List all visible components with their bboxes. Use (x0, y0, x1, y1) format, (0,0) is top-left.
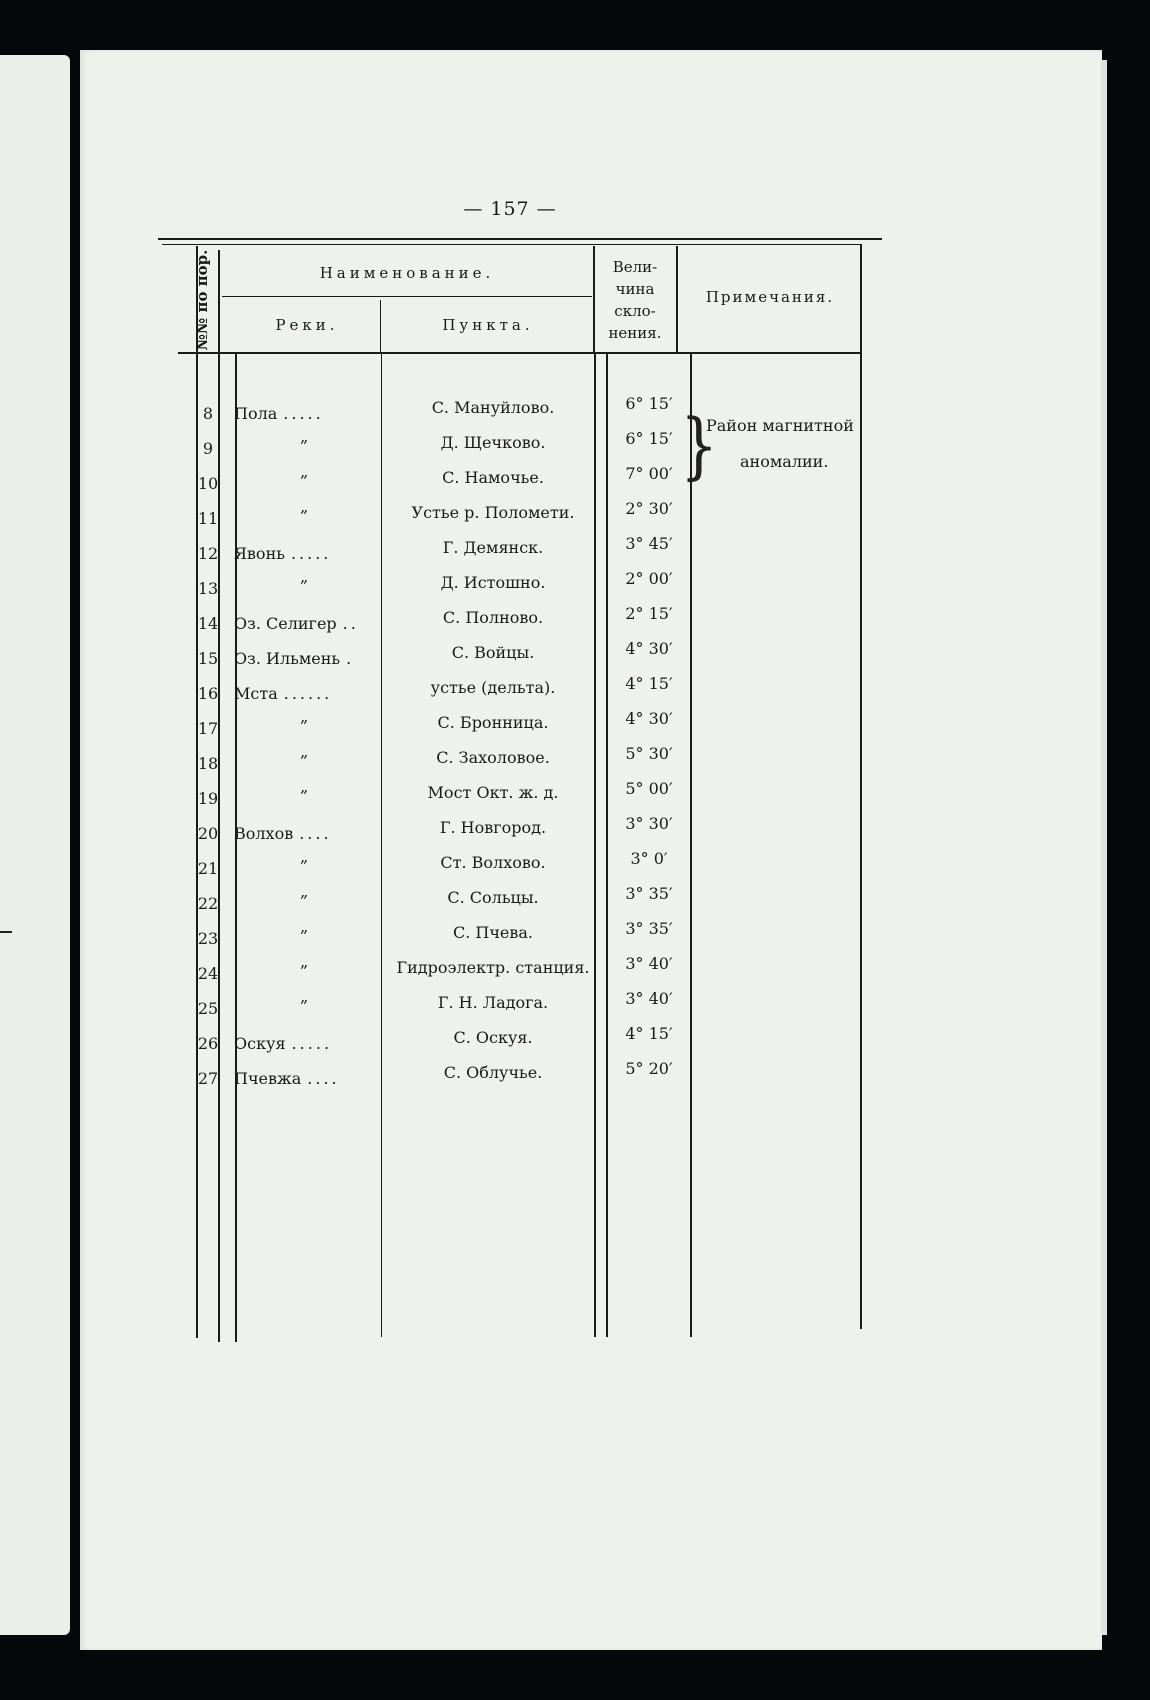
river-cell (234, 684, 384, 703)
row-number: 21 (197, 859, 219, 878)
row-number: 13 (197, 579, 219, 598)
declination-value: 4° 15′ (625, 1024, 673, 1043)
point-name: С. Войцы. (451, 643, 535, 662)
ditto-mark: „ (300, 952, 309, 971)
declination-value: 2° 00′ (625, 569, 673, 588)
declination-value: 3° 40′ (625, 954, 673, 973)
declination-value: 5° 30′ (625, 744, 673, 763)
row-number: 12 (197, 544, 219, 563)
vline-decl-left-body (594, 352, 596, 1337)
vline-river-header (380, 300, 381, 352)
header-point: Пункта. (442, 316, 534, 334)
ditto-mark: „ (300, 742, 309, 761)
table-top-rule (158, 238, 882, 240)
point-name: С. Намочье. (442, 468, 544, 487)
header-declination-line: чина скло- (614, 280, 656, 320)
row-number: 20 (197, 824, 219, 843)
header-declination (594, 256, 676, 344)
leader-dots: ..... (291, 1034, 333, 1053)
row-number: 24 (197, 964, 219, 983)
vline-river (235, 352, 237, 1342)
river-name: Пчевжа (234, 1069, 302, 1088)
row-number: 14 (197, 614, 219, 633)
river-name: Мста (234, 684, 278, 703)
declination-value: 2° 15′ (625, 604, 673, 623)
river-name: Оскуя (234, 1034, 286, 1053)
table-top-rule-thin (162, 244, 862, 245)
row-number: 9 (202, 439, 214, 458)
river-name: Оз. Ильмень (234, 649, 341, 668)
point-name: С. Сольцы. (447, 888, 539, 907)
declination-value: 5° 20′ (625, 1059, 673, 1078)
left-facing-page (0, 55, 70, 1635)
header-number: №№ по пор. (193, 249, 211, 351)
leader-dots: ..... (290, 544, 332, 563)
point-name: Д. Истошно. (440, 573, 546, 592)
point-name: С. Полново. (442, 608, 544, 627)
river-cell (234, 1069, 384, 1088)
book-page (80, 50, 1102, 1650)
declination-value: 3° 0′ (630, 849, 668, 868)
row-number: 15 (197, 649, 219, 668)
point-name: Мост Окт. ж. д. (427, 783, 559, 802)
ditto-mark: „ (300, 427, 309, 446)
point-name: С. Оскуя. (453, 1028, 533, 1047)
declination-value: 3° 35′ (625, 919, 673, 938)
vline-point (381, 352, 382, 1337)
ditto-mark: „ (300, 567, 309, 586)
ditto-mark: „ (300, 707, 309, 726)
header-declination-line: нения. (608, 324, 662, 342)
remark-line-2: аномалии. (740, 452, 829, 471)
point-name: С. Бронница. (437, 713, 549, 732)
declination-value: 2° 30′ (625, 499, 673, 518)
declination-value: 3° 30′ (625, 814, 673, 833)
row-number: 19 (197, 789, 219, 808)
vline-right (860, 244, 862, 1329)
point-name: Устье р. Поломети. (411, 503, 575, 522)
river-cell (234, 824, 384, 843)
ditto-mark: „ (300, 917, 309, 936)
page-edge (1101, 60, 1107, 1635)
river-name: Оз. Селигер (234, 614, 337, 633)
ditto-mark: „ (300, 987, 309, 1006)
river-name: Явонь (234, 544, 285, 563)
point-name: С. Пчева. (452, 923, 534, 942)
declination-value: 6° 15′ (625, 394, 673, 413)
remark-brace: } (680, 404, 719, 488)
row-number: 10 (197, 474, 219, 493)
row-number: 11 (197, 509, 219, 528)
row-number: 18 (197, 754, 219, 773)
header-remarks: Примечания. (705, 288, 835, 306)
row-number: 22 (197, 894, 219, 913)
point-name: Г. Демянск. (442, 538, 544, 557)
point-name: Г. Новгород. (439, 818, 547, 837)
river-name: Пола (234, 404, 278, 423)
river-name: Волхов (234, 824, 294, 843)
vline-decl-right (676, 246, 678, 352)
name-group-subrule (222, 296, 592, 297)
declination-value: 3° 40′ (625, 989, 673, 1008)
page-number: — 157 — (463, 198, 557, 220)
header-bottom-rule (178, 352, 860, 354)
point-name: С. Облучье. (443, 1063, 543, 1082)
row-number: 23 (197, 929, 219, 948)
point-name: Гидроэлектр. станция. (396, 958, 590, 977)
ditto-mark: „ (300, 497, 309, 516)
row-number: 25 (197, 999, 219, 1018)
row-number: 27 (197, 1069, 219, 1088)
leader-dots: . (346, 649, 355, 668)
point-name: устье (дельта). (430, 678, 556, 697)
declination-value: 3° 45′ (625, 534, 673, 553)
point-name: С. Захоловое. (436, 748, 550, 767)
remark-line-1: Район магнитной (706, 416, 854, 435)
left-page-mark (0, 931, 12, 933)
river-cell (234, 649, 384, 668)
declination-value: 5° 00′ (625, 779, 673, 798)
declination-value: 7° 00′ (625, 464, 673, 483)
ditto-mark: „ (300, 462, 309, 481)
point-name: Д. Щечково. (440, 433, 546, 452)
header-name-group: Наименование. (319, 264, 495, 282)
header-declination-line: Вели- (612, 258, 658, 276)
ditto-mark: „ (300, 847, 309, 866)
river-cell (234, 1034, 384, 1053)
river-cell (234, 614, 384, 633)
row-number: 17 (197, 719, 219, 738)
declination-value: 4° 30′ (625, 709, 673, 728)
point-name: С. Мануйлово. (431, 398, 555, 417)
leader-dots: .... (307, 1069, 340, 1088)
leader-dots: ..... (283, 404, 324, 423)
declination-value: 4° 15′ (625, 674, 673, 693)
row-number: 16 (197, 684, 219, 703)
ditto-mark: „ (300, 777, 309, 796)
row-number: 8 (202, 404, 214, 423)
leader-dots: .. (342, 614, 359, 633)
river-cell (234, 544, 384, 563)
declination-value: 4° 30′ (625, 639, 673, 658)
leader-dots: ...... (283, 684, 333, 703)
declination-value: 3° 35′ (625, 884, 673, 903)
row-number: 26 (197, 1034, 219, 1053)
point-name: Г. Н. Ладога. (437, 993, 549, 1012)
header-river: Реки. (275, 316, 339, 334)
declination-value: 6° 15′ (625, 429, 673, 448)
ditto-mark: „ (300, 882, 309, 901)
leader-dots: .... (299, 824, 332, 843)
river-cell (234, 404, 384, 423)
point-name: Ст. Волхово. (440, 853, 546, 872)
